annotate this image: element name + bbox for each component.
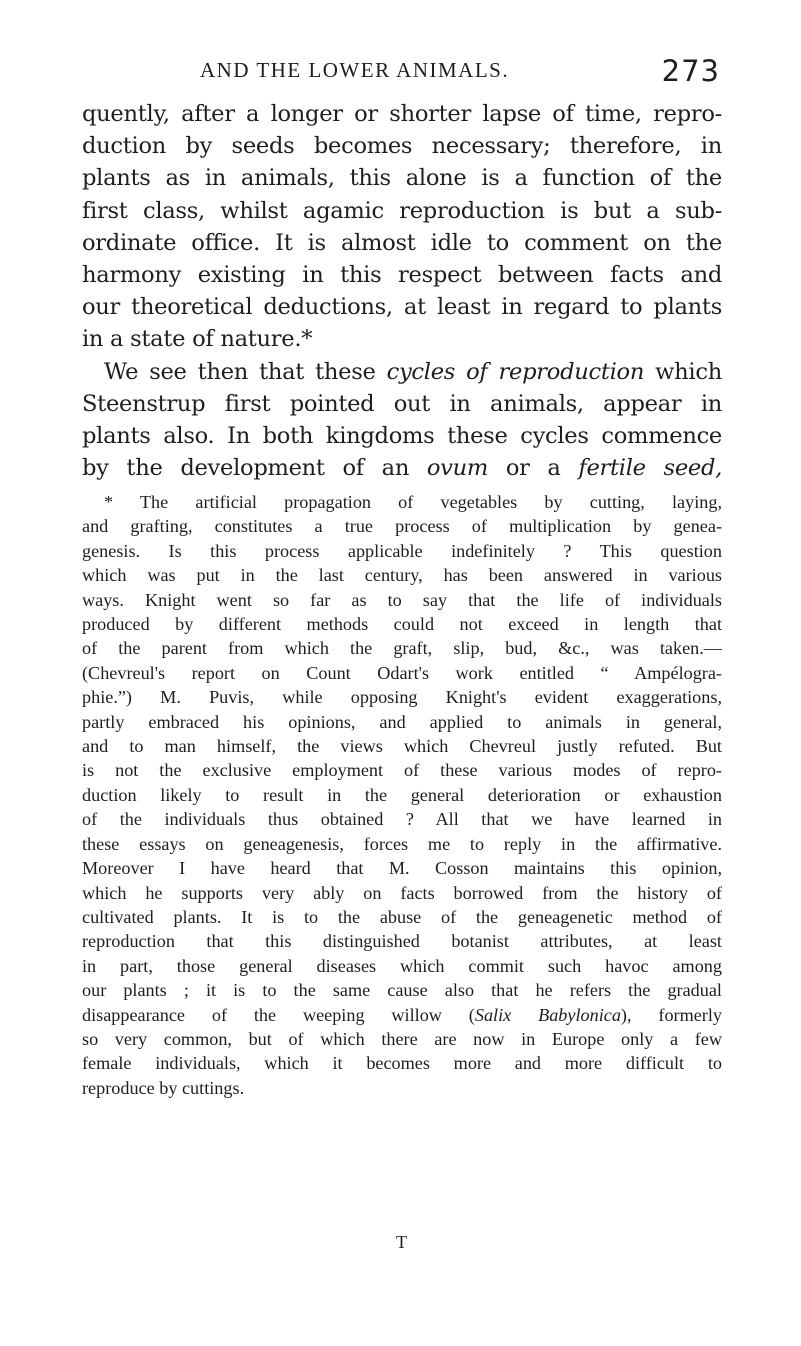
body-line: Steenstrup first pointed out in animals, appear in xyxy=(82,390,722,417)
footnote-line: and grafting, constitutes a true process of multiplication by genea- xyxy=(82,516,722,537)
body-line: our theoretical deductions, at least in regard to plants xyxy=(82,294,722,321)
footnote-line: so very common, but of which there are now in Europe only a few xyxy=(82,1028,722,1049)
footnote-line: cultivated plants. It is to the abuse of the geneagenetic method of xyxy=(82,906,722,927)
body-line: plants also. In both kingdoms these cycles commence xyxy=(82,423,722,450)
italic-text: Salix Babylonica xyxy=(474,1004,621,1025)
italic-text: ovum xyxy=(426,455,489,482)
footnote-line: genesis. Is this process applicable indefinitely ? This question xyxy=(82,540,722,561)
footnote-line: Moreover I have heard that M. Cosson maintains this opinion, xyxy=(82,858,722,879)
text-run: We see then that these xyxy=(104,358,387,385)
text-run: which xyxy=(644,358,722,385)
text-run: ), formerly xyxy=(620,1004,723,1025)
footnote-line: duction likely to result in the general deterioration or exhaustion xyxy=(82,784,722,805)
footnote-line: is not the exclusive employment of these various modes of repro- xyxy=(82,760,722,781)
footnote-line: which he supports very ably on facts borrowed from the history of xyxy=(82,882,722,903)
text-run: by the development of an xyxy=(82,455,427,482)
body-line: plants as in animals, this alone is a function of the xyxy=(82,165,722,192)
footnote-line: of the parent from which the graft, slip, bud, &c., was taken.— xyxy=(82,638,722,659)
footnote-line: in part, those general diseases which commit such havoc among xyxy=(82,955,722,976)
body-line xyxy=(82,356,722,388)
footnote-line: * The artificial propagation of vegetables by cutting, laying, xyxy=(104,492,722,512)
footnote-line xyxy=(82,1003,722,1027)
body-line: ordinate office. It is almost idle to comment on the xyxy=(82,229,722,256)
footnote-line: of the individuals thus obtained ? All that we have learned in xyxy=(82,809,722,830)
footnote-line: female individuals, which it becomes more and more difficult to xyxy=(82,1053,722,1074)
body-line xyxy=(82,452,722,484)
text-run: or a xyxy=(488,455,579,482)
page-number: 273 xyxy=(661,54,720,88)
footnote-line: ways. Knight went so far as to say that the life of individuals xyxy=(82,589,722,610)
footnote-line: reproduce by cuttings. xyxy=(82,1077,245,1098)
footnote-line: (Chevreul's report on Count Odart's work entitled “ Ampélogra- xyxy=(82,662,722,683)
body-line: quently, after a longer or shorter lapse of time, repro- xyxy=(82,101,722,127)
footnote-line: reproduction that this distinguished botanist attributes, at least xyxy=(82,931,722,952)
footnote-line: and to man himself, the views which Chevreul justly refuted. But xyxy=(82,736,722,757)
footnote-line: which was put in the last century, has been answered in various xyxy=(82,565,722,586)
footnote xyxy=(82,490,722,1100)
text-run: disappearance of the weeping willow ( xyxy=(82,1004,475,1025)
body-line: in a state of nature.* xyxy=(82,326,313,353)
signature-mark: T xyxy=(396,1232,407,1252)
main-text xyxy=(82,98,722,484)
running-title: AND THE LOWER ANIMALS. xyxy=(200,58,510,82)
footnote-line: these essays on geneagenesis, forces me to reply in the affirmative. xyxy=(82,833,722,854)
italic-text: cycles of reproduction xyxy=(386,358,645,385)
footnote-line: produced by different methods could not exceed in length that xyxy=(82,614,722,635)
footnote-line: partly embraced his opinions, and applied to animals in general, xyxy=(82,711,722,732)
running-head xyxy=(200,54,720,88)
body-line: first class, whilst agamic reproduction is but a sub- xyxy=(82,197,722,224)
body-line: harmony existing in this respect between facts and xyxy=(82,262,722,289)
footnote-line: our plants ; it is to the same cause also that he refers the gradual xyxy=(82,980,722,1001)
italic-text: fertile seed, xyxy=(578,455,723,482)
footnote-line: phie.”) M. Puvis, while opposing Knight's evident exaggerations, xyxy=(82,687,722,708)
body-line: duction by seeds becomes necessary; therefore, in xyxy=(82,133,722,160)
